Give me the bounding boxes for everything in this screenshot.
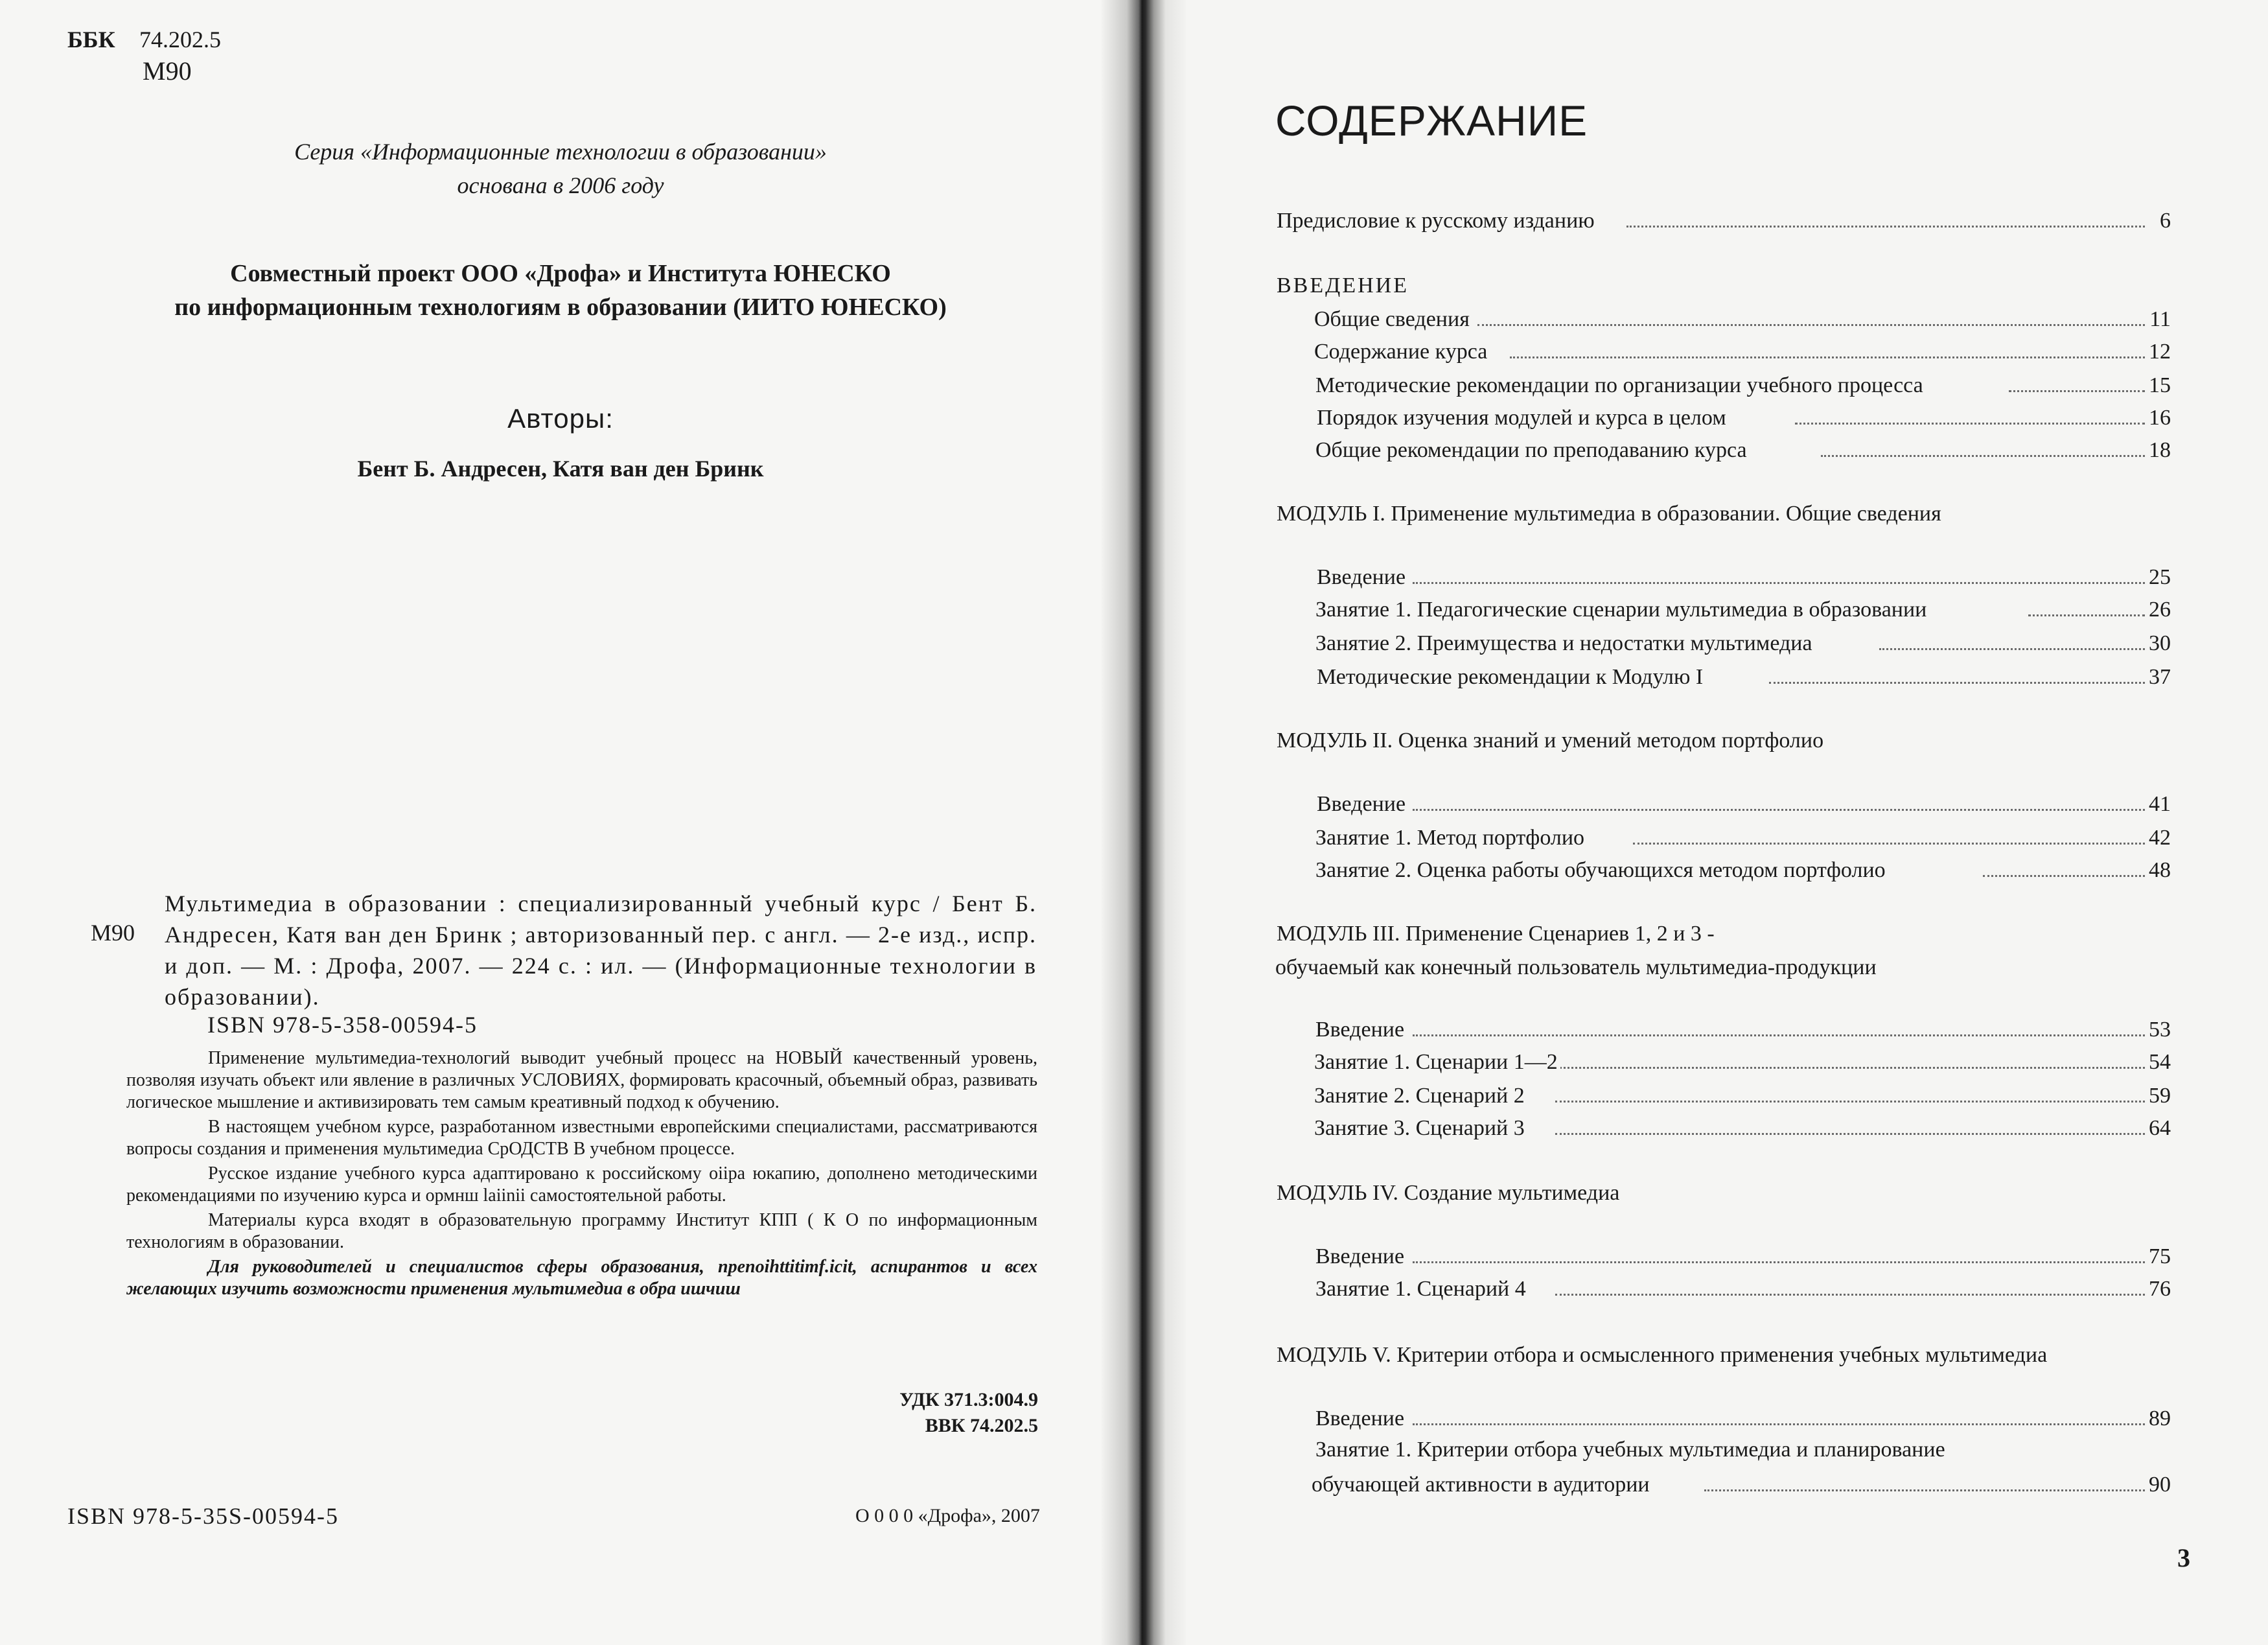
toc-entry-page: 11 bbox=[2147, 307, 2171, 332]
module-4-heading: МОДУЛЬ IV. Создание мультимедиа bbox=[1277, 1181, 1620, 1205]
toc-entry bbox=[0, 792, 2171, 821]
toc-entry-page: 42 bbox=[2146, 826, 2171, 850]
toc-entry bbox=[0, 340, 2171, 368]
leader-dots bbox=[1983, 875, 2145, 877]
toc-entry bbox=[0, 1277, 2171, 1305]
leader-dots bbox=[2009, 390, 2145, 392]
toc-entry bbox=[0, 858, 2171, 887]
toc-entry-page: 37 bbox=[2146, 665, 2171, 690]
toc-entry-label: Введение bbox=[1315, 1244, 1407, 1269]
toc-entry-label: обучающей активности в аудитории bbox=[1312, 1473, 1652, 1497]
toc-entry-label: Занятие 2. Преимущества и недостатки мультимедиа bbox=[1315, 631, 1815, 656]
leader-dots bbox=[1477, 324, 2145, 326]
toc-entry-label: Методические рекомендации к Модулю I bbox=[1317, 665, 1706, 690]
toc-entry-label: Введение bbox=[1317, 792, 1408, 817]
toc-entry-label: Занятие 1. Сценарий 4 bbox=[1315, 1277, 1529, 1301]
toc-entry-label: Общие сведения bbox=[1314, 307, 1472, 332]
module-1-heading: МОДУЛЬ I. Применение мультимедиа в образовании. Общие сведения bbox=[1277, 502, 1941, 526]
abstract-paragraph: В настоящем учебном курсе, разработанном известными европейскими специалистами, рассматриваются вопросы создания и применения мультимедиа СрОДСТВ В учебном процессе. bbox=[126, 1117, 1037, 1159]
series-note bbox=[0, 135, 1121, 202]
toc-entry bbox=[0, 631, 2171, 660]
authors-label: Авторы: bbox=[507, 403, 614, 434]
bbk-bottom-code: ВВК 74.202.5 bbox=[925, 1415, 1038, 1436]
toc-entry-label: Методические рекомендации по организации учебного процесса bbox=[1315, 373, 1926, 398]
leader-dots bbox=[1413, 582, 2145, 584]
leader-dots bbox=[1555, 1067, 2145, 1069]
toc-entry-label: Введение bbox=[1315, 1406, 1407, 1431]
toc-entry bbox=[0, 406, 2171, 434]
module-5-heading: МОДУЛЬ V. Критерии отбора и осмысленного применения учебных мультимедиа bbox=[1277, 1343, 2048, 1367]
udk-code: УДК 371.3:004.9 bbox=[899, 1389, 1038, 1410]
leader-dots bbox=[1821, 455, 2145, 457]
leader-dots bbox=[1555, 1133, 2145, 1135]
toc-entry bbox=[0, 1244, 2171, 1273]
left-page bbox=[0, 0, 1121, 1645]
toc-entry bbox=[0, 1050, 2171, 1079]
right-page bbox=[1160, 0, 2268, 1645]
toc-entry-page: 41 bbox=[2146, 792, 2171, 817]
leader-dots bbox=[1413, 809, 2145, 811]
toc-entry bbox=[0, 438, 2171, 467]
toc-entry-page: 30 bbox=[2146, 631, 2171, 656]
page-number: 3 bbox=[2177, 1543, 2190, 1572]
toc-entry bbox=[0, 1018, 2171, 1046]
audience-note: Для руководителей и специалистов сферы образования, препоihttitimf.icit, аспирантов и всех желающих изучить возможности применения мультимедиа в обра ишчиш bbox=[126, 1257, 1037, 1299]
bbk-code: 74.202.5 bbox=[139, 27, 221, 52]
toc-entry-label: Занятие 1. Метод портфолио bbox=[1315, 826, 1587, 850]
toc-entry-label: Введение bbox=[1315, 1018, 1407, 1042]
toc-entry-page: 15 bbox=[2146, 373, 2171, 398]
toc-entry-label: Занятие 3. Сценарий 3 bbox=[1314, 1116, 1527, 1141]
toc-entry-label: Занятие 2. Оценка работы обучающихся методом портфолио bbox=[1315, 858, 1888, 883]
leader-dots bbox=[1879, 648, 2145, 650]
leader-dots bbox=[1510, 356, 2145, 358]
toc-entry bbox=[0, 826, 2171, 854]
joint-project-line-1: Совместный проект ООО «Дрофа» и Института ЮНЕСКО bbox=[230, 260, 891, 287]
toc-entry bbox=[0, 1473, 2171, 1501]
isbn-bottom: ISBN 978-5-35S-00594-5 bbox=[67, 1503, 339, 1529]
leader-dots bbox=[1413, 1423, 2145, 1425]
toc-entry-label: Общие рекомендации по преподаванию курса bbox=[1315, 438, 1750, 463]
toc-entry bbox=[0, 1084, 2171, 1112]
leader-dots bbox=[1769, 682, 2145, 684]
abstract-paragraph: Русское издание учебного курса адаптировано к российскому оiiра юкапию, дополнено методическими рекомендациями по изучению курса и ормнш laiinii самостоятельной работы. bbox=[126, 1163, 1037, 1206]
toc-entry-page: 26 bbox=[2146, 598, 2171, 622]
toc-entry-page: 54 bbox=[2146, 1050, 2171, 1075]
toc-entry-page: 6 bbox=[2157, 209, 2171, 233]
module-3-heading-line-1: МОДУЛЬ III. Применение Сценариев 1, 2 и 3 - bbox=[1277, 922, 1715, 946]
toc-entry-page: 64 bbox=[2146, 1116, 2171, 1141]
toc-entry-label: Занятие 1. Педагогические сценарии мультимедиа в образовании bbox=[1315, 598, 1929, 622]
call-mark-side: М90 bbox=[91, 920, 135, 946]
toc-title: СОДЕРЖАНИЕ bbox=[1275, 97, 1588, 145]
toc-entry-page: 12 bbox=[2146, 340, 2171, 364]
toc-entry bbox=[0, 209, 2171, 237]
leader-dots bbox=[1413, 1261, 2145, 1263]
module-3-heading-line-2: обучаемый как конечный пользователь мультимедиа-продукции bbox=[1275, 955, 1877, 979]
joint-project-line-2: по информационным технологиям в образовании (ИИТО ЮНЕСКО) bbox=[174, 294, 947, 321]
toc-entry-page: 59 bbox=[2146, 1084, 2171, 1108]
leader-dots bbox=[1626, 226, 2145, 228]
toc-entry-page: 25 bbox=[2146, 565, 2171, 590]
leader-dots bbox=[1795, 423, 2145, 425]
leader-dots bbox=[1704, 1489, 2145, 1491]
toc-entry-page: 89 bbox=[2146, 1406, 2171, 1431]
toc-entry bbox=[0, 1116, 2171, 1145]
series-line-1: Серия «Информационные технологии в образовании» bbox=[294, 139, 827, 165]
authors-names: Бент Б. Андресен, Катя ван ден Бринк bbox=[357, 456, 764, 482]
intro-heading: ВВЕДЕНИЕ bbox=[1277, 274, 1409, 298]
toc-entry bbox=[0, 565, 2171, 594]
toc-entry bbox=[0, 307, 2171, 336]
toc-entry-label-line-1: Занятие 1. Критерии отбора учебных мультимедиа и планирование bbox=[1315, 1438, 1945, 1462]
toc-entry-label: Предисловие к русскому изданию bbox=[1277, 209, 1597, 233]
toc-entry-page: 75 bbox=[2146, 1244, 2171, 1269]
toc-entry-page: 76 bbox=[2146, 1277, 2171, 1301]
toc-entry-page: 18 bbox=[2146, 438, 2171, 463]
bbk-label: ББК bbox=[67, 27, 115, 52]
toc-entry bbox=[0, 665, 2171, 694]
abstract-paragraph: Материалы курса входят в образовательную программу Институт КПП ( К О по информационным технологиям в образовании. bbox=[126, 1210, 1037, 1252]
toc-entry bbox=[0, 1406, 2171, 1435]
copyright: О 0 0 0 «Дрофа», 2007 bbox=[855, 1505, 1040, 1526]
toc-entry-page: 48 bbox=[2146, 858, 2171, 883]
toc-entry bbox=[0, 598, 2171, 626]
leader-dots bbox=[1633, 843, 2145, 845]
toc-entry-page: 53 bbox=[2146, 1018, 2171, 1042]
toc-entry-label: Содержание курса bbox=[1314, 340, 1490, 364]
abstract-paragraph: Применение мультимедиа-технологий выводит учебный процесс на НОВЫЙ качественный уровень, позволяя изучать объект или явление в различных УСЛОВИЯХ, формировать красочный, объемный образ, развивать логическое мышление и активизировать тем самым креативный подход к обучению. bbox=[126, 1048, 1037, 1112]
toc-entry bbox=[0, 373, 2171, 402]
book-gutter bbox=[1102, 0, 1186, 1645]
isbn-inner: ISBN 978-5-358-00594-5 bbox=[207, 1012, 478, 1038]
series-line-2: основана в 2006 году bbox=[457, 172, 664, 198]
leader-dots bbox=[2028, 614, 2145, 616]
leader-dots bbox=[1413, 1034, 2145, 1036]
toc-entry-label: Порядок изучения модулей и курса в целом bbox=[1317, 406, 1729, 430]
leader-dots bbox=[1555, 1101, 2145, 1102]
bibliographic-record: Мультимедиа в образовании : специализированный учебный курс / Бент Б. Андресен, Катя ван ден Бринк ; авторизованный пер. с англ. — 2-е изд., испр. и доп. — М. : Дрофа, 2007. — 224 с. : ил. — (Информационные технологии в образовании). bbox=[165, 891, 1037, 1010]
leader-dots bbox=[1555, 1294, 2145, 1296]
toc-entry-page: 16 bbox=[2146, 406, 2171, 430]
module-2-heading: МОДУЛЬ II. Оценка знаний и умений методом портфолио bbox=[1277, 729, 1824, 752]
toc-entry-label: Занятие 1. Сценарии 1—2 bbox=[1314, 1050, 1560, 1075]
toc-entry-label: Занятие 2. Сценарий 2 bbox=[1314, 1084, 1527, 1108]
toc-entry-label: Введение bbox=[1317, 565, 1408, 590]
call-mark-top: М90 bbox=[143, 56, 192, 86]
toc-entry-page: 90 bbox=[2146, 1473, 2171, 1497]
